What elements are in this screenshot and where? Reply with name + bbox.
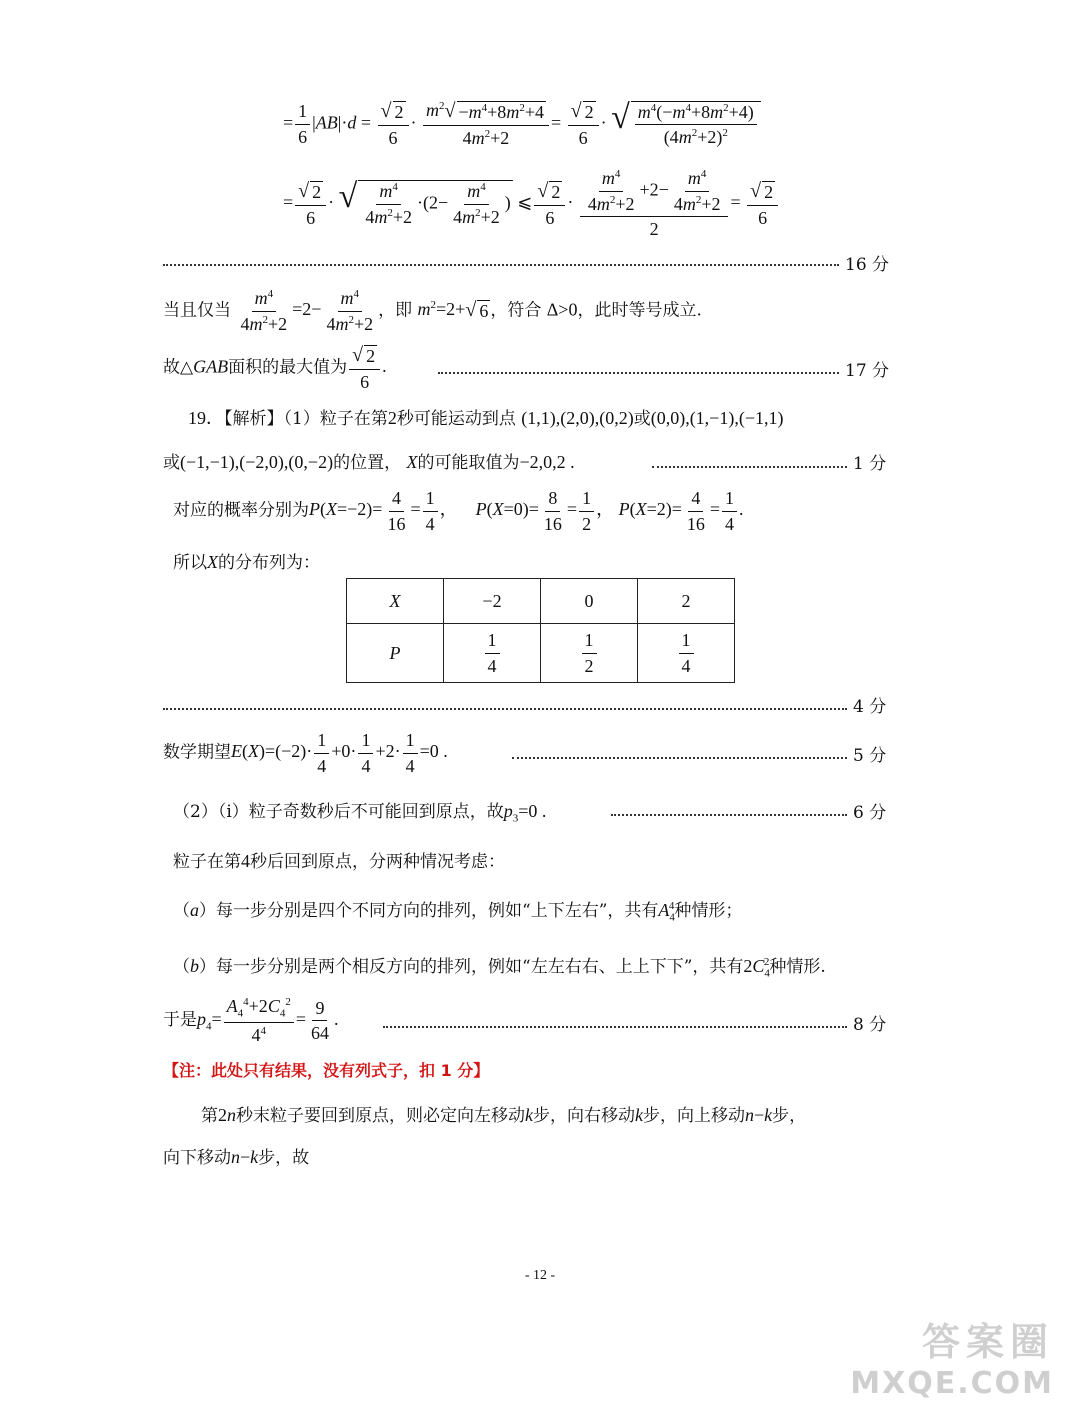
score-4: 4 分 — [853, 697, 887, 717]
equality-condition: 当且仅当 $\frac{m^4}{4m^2+2}$ =2− $\frac{m^4}{4m^2+2}$ ，即 $m^2=2+$ √ 6 ，符合 Δ>0，此时等号成立. — [163, 288, 702, 334]
score-1: 1 分 — [853, 454, 887, 474]
table-cell: $\frac{1}{2}$ — [541, 624, 638, 683]
score-leader — [512, 757, 847, 759]
score-17: 17 分 — [845, 361, 890, 381]
probabilities: 对应的概率分别为P(X=−2)= $\frac{4}{16}$ = $\frac{1}{4}$ ， P(X=0)= $\frac{8}{16}$ = $\frac{1}{2}$ ， P(X=2)= $\frac{4}{16}$ = $\frac{1}{4}$ . — [173, 488, 744, 534]
table-cell: $\frac{1}{4}$ — [444, 624, 541, 683]
q19-line-1: 19．【解析】（1）粒子在第2秒可能运动到点 (1,1),(2,0),(0,2)或(0,0),(1,−1),(−1,1) — [188, 408, 784, 429]
score-16: 16 分 — [845, 255, 890, 275]
formula-line-1: = $\frac{1}{6}$ |AB|·d = √ 2 6 · $m^2$ √ $-m^4+8m^2+4$ $4m^2+2$ = √ 2 6 · √ $\frac{m^4(-m^4+8m^2+4)}{(4m^2+2)^2}$ — [283, 100, 761, 148]
table-header: 0 — [541, 579, 638, 624]
grading-note: 【注：此处只有结果，没有列式子，扣 1 分】 — [163, 1061, 490, 1080]
case-a: （a）每一步分别是四个不同方向的排列，例如“上下左右”，共有$A_4^4$种情形； — [173, 900, 743, 924]
score-leader — [383, 1026, 847, 1028]
watermark-logo: 答案圈 MXQE.COM — [850, 1320, 1054, 1401]
table-header-x: X — [347, 579, 444, 624]
fourth-second: 粒子在第4秒后回到原点，分两种情况考虑： — [173, 851, 505, 872]
table-cell: $\frac{1}{4}$ — [638, 624, 735, 683]
expectation: 数学期望E(X)=(−2)· $\frac{1}{4}$ +0· $\frac{1}{4}$ +2· $\frac{1}{4}$ =0 . — [163, 730, 448, 776]
table-header: −2 — [444, 579, 541, 624]
score-leader — [652, 466, 847, 468]
table-header: 2 — [638, 579, 735, 624]
score-leader — [611, 814, 847, 816]
p4-formula: 于是$p_4=$ $\frac{A_4^4+2C_4^2}{4^4}$ = $\frac{9}{64}$ . — [163, 996, 339, 1046]
distribution-intro: 所以X的分布列为： — [173, 552, 320, 573]
score-5: 5 分 — [853, 746, 887, 766]
case-b: （b）每一步分别是两个相反方向的排列，例如“左左右右、上上下下”，共有$2C_4^2$种情形. — [173, 956, 826, 980]
score-leader — [163, 264, 839, 266]
score-leader — [163, 708, 847, 710]
score-6: 6 分 — [853, 803, 887, 823]
last-paragraph-1: 第2n秒末粒子要回到原点，则必定向左移动k步，向右移动k步，向上移动n−k步， — [201, 1105, 807, 1126]
part2-odd: （2）（ⅰ）粒子奇数秒后不可能回到原点，故$p_3=0$ . — [173, 801, 547, 825]
page-number: - 12 - — [524, 1268, 556, 1283]
table-row-label: P — [347, 624, 444, 683]
score-leader — [438, 372, 839, 374]
formula-line-2: = √ 2 6 · √ $\frac{m^4}{4m^2+2}$ ·(2− $\frac{m^4}{4m^2+2}$ ) ⩽ √ 2 6 · $\frac{m^4}{4m^2+2}$ +2− $\frac{m^4}{4m^2+2}$ 2 = √ 2 6 — [283, 168, 780, 240]
score-8: 8 分 — [853, 1015, 887, 1035]
last-paragraph-2: 向下移动n−k步，故 — [163, 1147, 310, 1168]
distribution-table — [346, 578, 735, 683]
q19-line-2: 或(−1,−1),(−2,0),(0,−2)的位置， X的可能取值为−2,0,2 . — [163, 452, 575, 473]
max-area-conclusion: 故△GAB面积的最大值为 √ 2 6 . — [163, 344, 387, 392]
